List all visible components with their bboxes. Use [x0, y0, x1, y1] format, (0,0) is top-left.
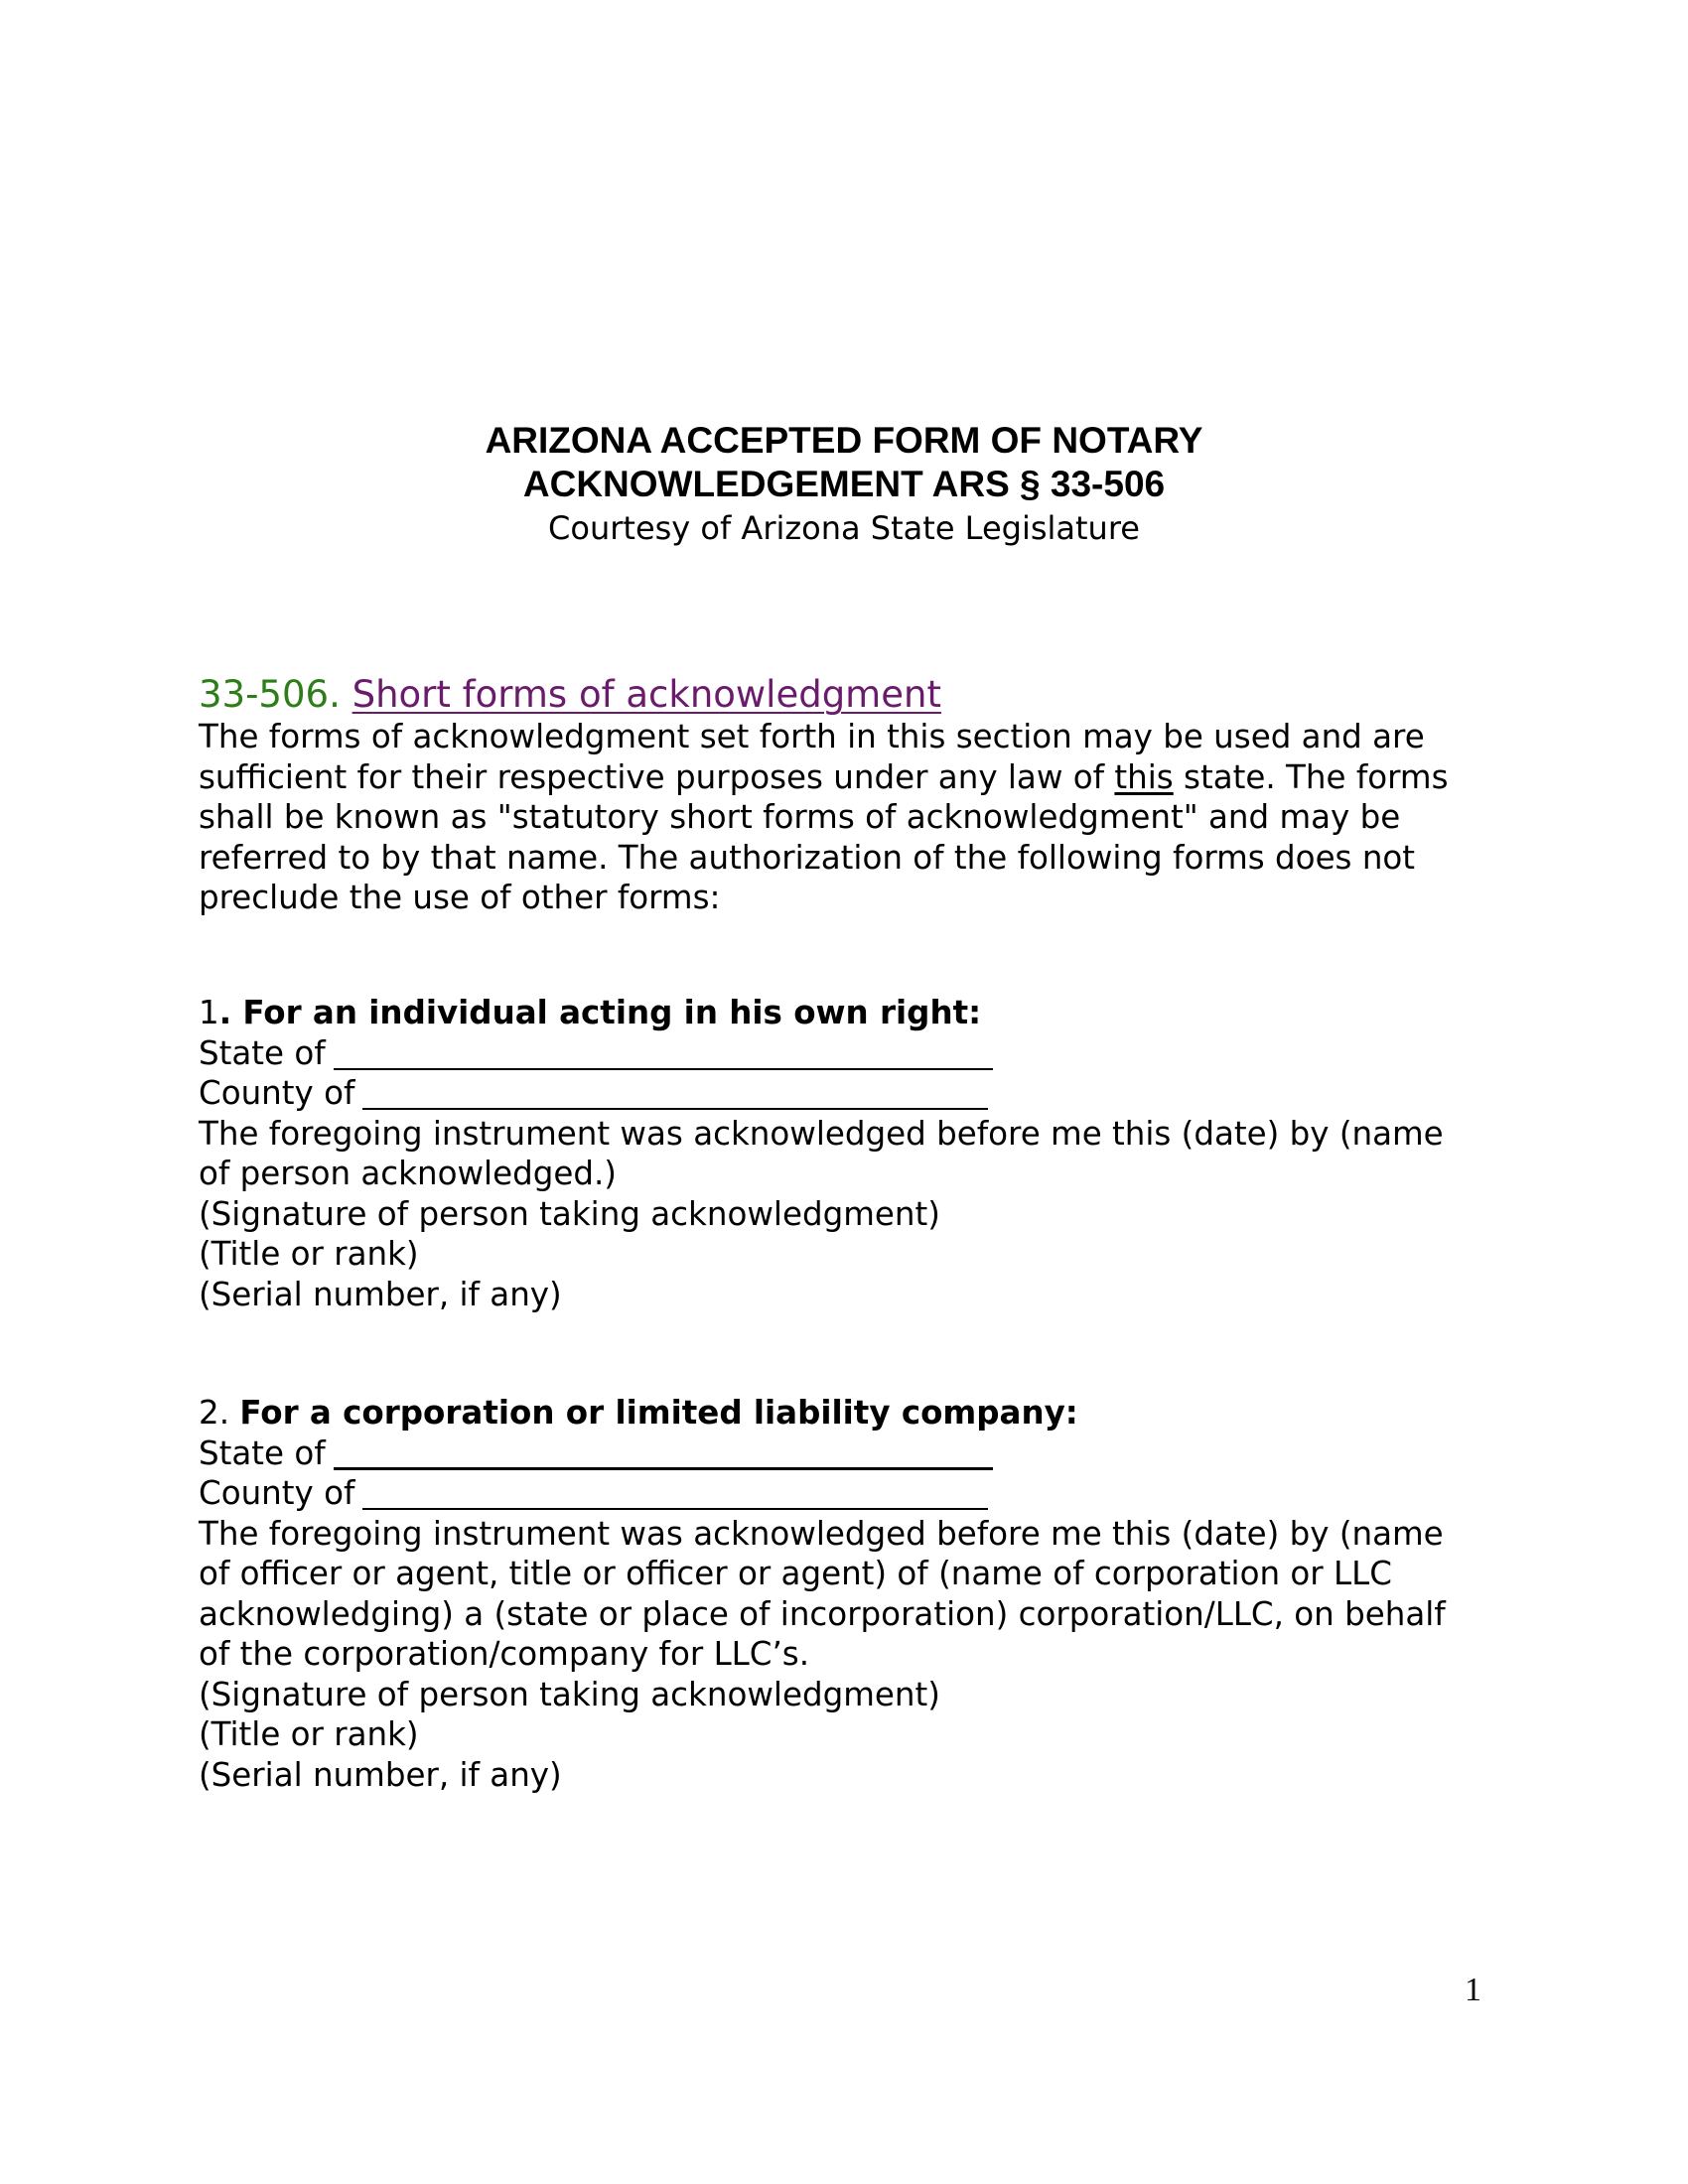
title-block — [0, 419, 1688, 550]
form-body-line: of the corporation/company for LLC’s. — [199, 1635, 810, 1673]
section-title-link[interactable]: Short forms of acknowledgment — [352, 673, 941, 716]
intro-line — [199, 757, 1509, 798]
intro-text: state. The forms — [1173, 757, 1449, 796]
section-separator: . — [329, 673, 352, 716]
signature-line: (Signature of person taking acknowledgment) — [199, 1194, 940, 1233]
form-body-line: of officer or agent, title or officer or agent) of (name of corporation or LLC — [199, 1555, 1392, 1592]
form-number-suffix: . — [218, 1394, 240, 1432]
form-body-line: of person acknowledged.) — [199, 1155, 617, 1192]
state-label: State of — [199, 1433, 326, 1472]
page-number: 1 — [1465, 1972, 1481, 2008]
intro-text: referred to by that name. The authorization of the following forms does not — [199, 838, 1416, 877]
intro-text: The forms of acknowledgment set forth in this section may be used and are — [199, 718, 1425, 755]
intro-text: preclude the use of other forms: — [199, 879, 721, 916]
section-number: 33-506 — [199, 673, 330, 716]
intro-line — [199, 878, 1509, 918]
form-body-line: acknowledging) a (state or place of incorporation) corporation/LLC, on behalf — [199, 1594, 1446, 1633]
intro-paragraph — [199, 717, 1509, 918]
courtesy-line: Courtesy of Arizona State Legislature — [548, 509, 1140, 547]
underlined-this: this — [1114, 757, 1174, 796]
state-blank-line[interactable] — [334, 1466, 993, 1470]
section-heading — [199, 671, 1509, 719]
form-number: 2 — [199, 1394, 219, 1432]
form-body-line: The foregoing instrument was acknowledged before me this (date) by (name — [199, 1114, 1444, 1153]
intro-line — [199, 797, 1509, 838]
state-blank-line[interactable] — [334, 1067, 993, 1070]
intro-text: shall be known as "statutory short forms of acknowledgment" and may be — [199, 798, 1401, 836]
signature-line: (Signature of person taking acknowledgment) — [199, 1675, 940, 1713]
intro-line — [199, 838, 1509, 879]
title-rank-line: (Title or rank) — [199, 1235, 419, 1273]
serial-number-line: (Serial number, if any) — [199, 1275, 562, 1313]
county-field — [199, 1073, 1509, 1114]
state-field — [199, 1033, 1509, 1074]
state-field — [199, 1433, 1509, 1474]
intro-text: sufficient for their respective purposes under any law of — [199, 757, 1115, 796]
form-number-suffix: . — [218, 994, 243, 1031]
county-blank-line[interactable] — [362, 1107, 988, 1110]
serial-number-line: (Serial number, if any) — [199, 1755, 562, 1794]
form-heading — [199, 993, 1509, 1033]
state-label: State of — [199, 1033, 326, 1072]
form-corporation — [199, 1393, 1509, 1795]
intro-line — [199, 717, 1509, 757]
county-field — [199, 1473, 1509, 1514]
document-title-line-1: ARIZONA ACCEPTED FORM OF NOTARY — [485, 420, 1203, 461]
title-rank-line: (Title or rank) — [199, 1715, 419, 1753]
document-title-line-2: ACKNOWLEDGEMENT ARS § 33-506 — [522, 464, 1166, 504]
form-heading-text: For a corporation or limited liability company: — [239, 1394, 1078, 1432]
form-number: 1 — [199, 994, 219, 1031]
county-label: County of — [199, 1074, 355, 1112]
county-blank-line[interactable] — [362, 1507, 988, 1510]
form-body-line: The foregoing instrument was acknowledged before me this (date) by (name — [199, 1514, 1444, 1553]
county-label: County of — [199, 1474, 355, 1512]
form-heading — [199, 1393, 1509, 1433]
form-individual — [199, 993, 1509, 1314]
form-heading-text: For an individual acting in his own right: — [242, 994, 982, 1031]
